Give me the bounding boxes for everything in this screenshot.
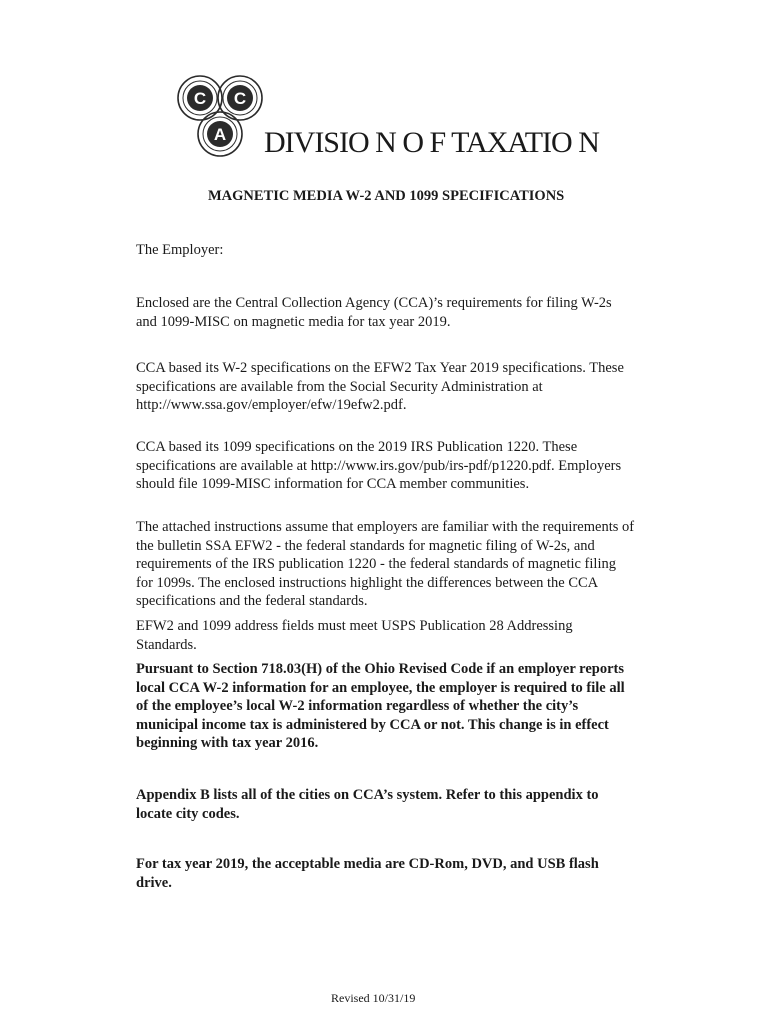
paragraph-line: The attached instructions assume that employers are familiar with the requirements of (136, 519, 635, 535)
paragraph-address-fields (136, 617, 666, 654)
paragraph-line: Standards. (136, 636, 197, 653)
paragraph-1099-specs (136, 438, 666, 494)
paragraph-line: EFW2 and 1099 address fields must meet USPS Publication 28 Addressing (136, 618, 573, 634)
paragraph-instructions (136, 518, 666, 611)
paragraph-line: beginning with tax year 2016. (136, 735, 319, 751)
paragraph-line: specifications are available at http://www.irs.gov/pub/irs-pdf/p1220.pdf. Employers (136, 457, 622, 474)
salutation: The Employer: (136, 242, 224, 258)
paragraph-line: municipal income tax is administered by CCA or not. This change is in effect (136, 716, 609, 733)
logo-letter-2: C (233, 89, 247, 108)
paragraph-line: locate city codes. (136, 805, 240, 822)
paragraph-w2-specs (136, 359, 666, 415)
paragraph-line: CCA based its 1099 specifications on the 2019 IRS Publication 1220. These (136, 439, 578, 455)
paragraph-line: for 1099s. The enclosed instructions highlight the differences between the CCA (136, 574, 599, 591)
paragraph-line: drive. (136, 874, 172, 891)
paragraph-line: http://www.ssa.gov/employer/efw/19efw2.pdf. (136, 397, 407, 413)
paragraph-line: the bulletin SSA EFW2 - the federal standards for magnetic filing of W-2s, and (136, 537, 595, 554)
paragraph-line: CCA based its W-2 specifications on the EFW2 Tax Year 2019 specifications. These (136, 360, 624, 376)
page-title: DIVISIO N O F TAXATIO N (264, 126, 599, 159)
paragraph-requirements (136, 294, 666, 331)
paragraph-line: specifications are available from the Social Security Administration at (136, 378, 543, 395)
cca-logo (170, 74, 270, 160)
paragraph-line: should file 1099-MISC information for CCA member communities. (136, 476, 530, 492)
logo-letter-3: A (213, 125, 227, 144)
cca-logo-graphic (170, 74, 270, 160)
paragraph-line: of the employee’s local W-2 information regardless of whether the city’s (136, 698, 579, 714)
page-subtitle: MAGNETIC MEDIA W-2 AND 1099 SPECIFICATIONS (208, 188, 565, 204)
paragraph-line: Appendix B lists all of the cities on CCA’s system. Refer to this appendix to (136, 787, 599, 803)
paragraph-line: Pursuant to Section 718.03(H) of the Ohio Revised Code if an employer reports (136, 661, 625, 677)
paragraph-line: For tax year 2019, the acceptable media are CD-Rom, DVD, and USB flash (136, 856, 599, 872)
paragraph-line: requirements of the IRS publication 1220 - the federal standards of magnetic filing (136, 556, 616, 572)
paragraph-acceptable-media (136, 855, 666, 892)
logo-letter-1: C (193, 89, 207, 108)
paragraph-line: Enclosed are the Central Collection Agency (CCA)’s requirements for filing W-2s (136, 295, 612, 311)
paragraph-line: specifications and the federal standards. (136, 593, 368, 609)
paragraph-appendix-b (136, 786, 666, 823)
paragraph-line: local CCA W-2 information for an employee, the employer is required to file all (136, 679, 625, 696)
revision-date: Revised 10/31/19 (331, 991, 416, 1005)
paragraph-line: and 1099-MISC on magnetic media for tax year 2019. (136, 313, 451, 330)
paragraph-ohio-code (136, 660, 666, 753)
